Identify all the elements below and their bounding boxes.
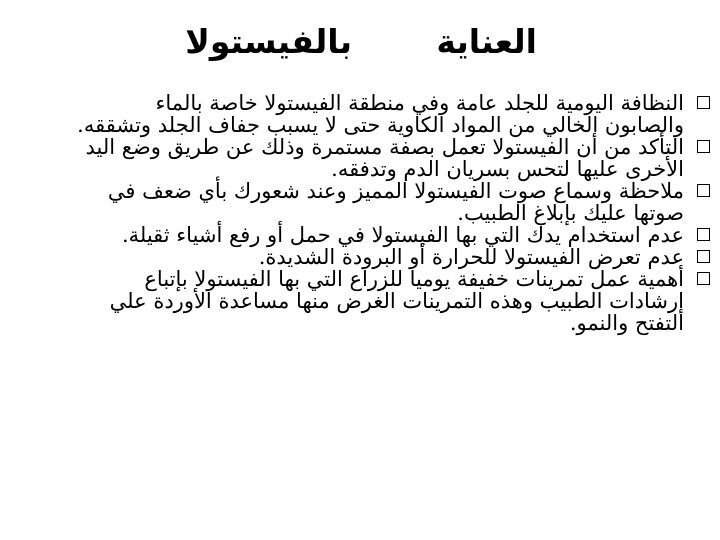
checkbox-bullet-icon (697, 250, 710, 263)
bullet-text: التأكد من أن الفيستولا تعمل بصفة مستمرة وذلك عن طريق وضع اليد الأخرى عليها لتحس بسريان الدم وتدفقه. (85, 135, 684, 181)
list-item (70, 246, 712, 268)
list-item (70, 92, 712, 136)
title-word-fistula: بالفيستولا (185, 22, 352, 61)
slide-title (0, 14, 720, 70)
bullet-text: عدم تعرض الفيستولا للحرارة أو البرودة الشديدة. (258, 245, 684, 269)
bullet-list (70, 92, 712, 334)
list-item (70, 268, 712, 334)
bullet-text: أهمية عمل تمرينات خفيفة يوميا للزراع التي بها الفيستولا بإتباع إرشادات الطبيب وهذه التمرينات الغرض منها مساعدة الأوردة علي التفتح والنمو. (109, 267, 684, 335)
bullet-text: النظافة اليومية للجلد عامة وفي منطقة الفيستولا خاصة بالماء والصابون الخالي من المواد الكاوية حتى لا يسبب جفاف الجلد وتشققه. (77, 91, 684, 137)
bullet-text: ملاحظة وسماع صوت الفيستولا المميز وعند شعورك بأي ضعف في صوتها عليك بإبلاغ الطبيب. (107, 179, 684, 225)
title-word-care: العناية (436, 22, 537, 61)
checkbox-bullet-icon (697, 228, 710, 241)
checkbox-bullet-icon (697, 140, 710, 153)
bullet-text: عدم استخدام يدك التي بها الفيستولا في حمل أو رفع أشياء ثقيلة. (121, 223, 684, 247)
list-item (70, 224, 712, 246)
checkbox-bullet-icon (697, 184, 710, 197)
list-item (70, 136, 712, 180)
checkbox-bullet-icon (697, 272, 710, 285)
list-item (70, 180, 712, 224)
checkbox-bullet-icon (697, 96, 710, 109)
